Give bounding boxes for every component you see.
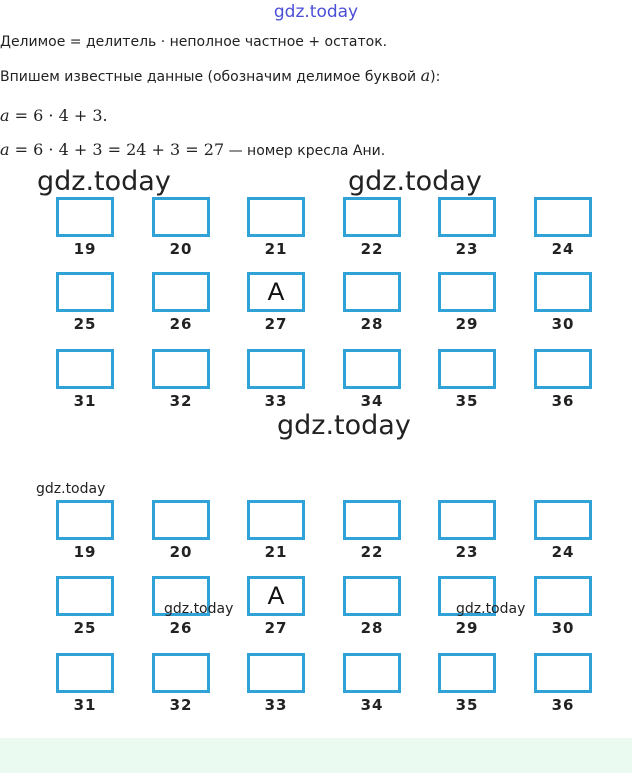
equation-1-body: = 6 · 4 + 3. [9, 106, 108, 125]
seat-25 [56, 272, 114, 312]
seat-number: 22 [360, 543, 384, 561]
seat-number: 34 [360, 392, 384, 410]
seat-19 [56, 197, 114, 237]
watermark-top: gdz.today [273, 2, 359, 22]
footer-bar [0, 738, 632, 773]
seat-number: 30 [551, 619, 575, 637]
seat-number: 29 [455, 315, 479, 333]
seat-31 [56, 653, 114, 693]
seat-number: 27 [264, 619, 288, 637]
seat-number: 19 [73, 543, 97, 561]
seat-number: 26 [169, 619, 193, 637]
seat-number: 27 [264, 315, 288, 333]
equation-2-body: = 6 · 4 + 3 = 24 + 3 = 27 [9, 140, 225, 159]
instruction-suffix: ): [430, 69, 441, 85]
seat-23 [438, 500, 496, 540]
instruction-line [0, 66, 440, 85]
seat-21 [247, 197, 305, 237]
seat-number: 23 [455, 543, 479, 561]
equation-1 [0, 106, 108, 125]
seat-number: 33 [264, 392, 288, 410]
instruction-variable: a [420, 66, 431, 85]
seat-36 [534, 653, 592, 693]
equation-1-variable: a [0, 106, 10, 125]
seat-occupant-label: A [267, 277, 285, 306]
seat-32 [152, 653, 210, 693]
seat-34 [343, 349, 401, 389]
seat-number: 32 [169, 696, 193, 714]
seat-35 [438, 349, 496, 389]
seat-29 [438, 272, 496, 312]
seat-number: 19 [73, 240, 97, 258]
instruction-prefix: Впишем известные данные (обозначим делимое буквой [0, 69, 421, 85]
seat-20 [152, 197, 210, 237]
seat-number: 22 [360, 240, 384, 258]
seat-number: 31 [73, 696, 97, 714]
equation-2 [0, 140, 385, 159]
seat-number: 28 [360, 619, 384, 637]
seat-36 [534, 349, 592, 389]
seat-21 [247, 500, 305, 540]
seat-28 [343, 576, 401, 616]
seat-number: 21 [264, 240, 288, 258]
watermark-6: gdz.today [456, 601, 526, 617]
seat-number: 21 [264, 543, 288, 561]
seat-22 [343, 500, 401, 540]
seat-31 [56, 349, 114, 389]
seat-number: 20 [169, 543, 193, 561]
seat-number: 20 [169, 240, 193, 258]
seat-number: 25 [73, 619, 97, 637]
formula-rule-line: Делимое = делитель · неполное частное + остаток. [0, 34, 388, 50]
seat-occupant-label: A [267, 581, 285, 610]
seat-28 [343, 272, 401, 312]
seat-30 [534, 272, 592, 312]
seat-number: 29 [455, 619, 479, 637]
seat-number: 23 [455, 240, 479, 258]
watermark-4: gdz.today [36, 481, 106, 497]
seat-33 [247, 653, 305, 693]
equation-2-suffix: — номер кресла Ани. [224, 143, 386, 159]
seat-number: 30 [551, 315, 575, 333]
seat-25 [56, 576, 114, 616]
seat-34 [343, 653, 401, 693]
seat-24 [534, 500, 592, 540]
seat-number: 35 [455, 392, 479, 410]
seat-number: 35 [455, 696, 479, 714]
watermark-2: gdz.today [348, 166, 482, 197]
seat-22 [343, 197, 401, 237]
watermark-1: gdz.today [37, 166, 171, 197]
seat-number: 34 [360, 696, 384, 714]
seat-26 [152, 272, 210, 312]
seat-number: 24 [551, 240, 575, 258]
seat-number: 32 [169, 392, 193, 410]
seat-27 [247, 576, 305, 616]
seat-number: 26 [169, 315, 193, 333]
seat-33 [247, 349, 305, 389]
seat-number: 24 [551, 543, 575, 561]
watermark-3: gdz.today [277, 410, 411, 441]
watermark-5: gdz.today [164, 601, 234, 617]
seat-24 [534, 197, 592, 237]
seat-number: 33 [264, 696, 288, 714]
seat-20 [152, 500, 210, 540]
seat-23 [438, 197, 496, 237]
seat-number: 31 [73, 392, 97, 410]
seat-number: 36 [551, 696, 575, 714]
seat-32 [152, 349, 210, 389]
seat-27 [247, 272, 305, 312]
seat-19 [56, 500, 114, 540]
seat-30 [534, 576, 592, 616]
seat-number: 28 [360, 315, 384, 333]
seat-number: 25 [73, 315, 97, 333]
equation-2-variable: a [0, 140, 10, 159]
seat-35 [438, 653, 496, 693]
seat-number: 36 [551, 392, 575, 410]
